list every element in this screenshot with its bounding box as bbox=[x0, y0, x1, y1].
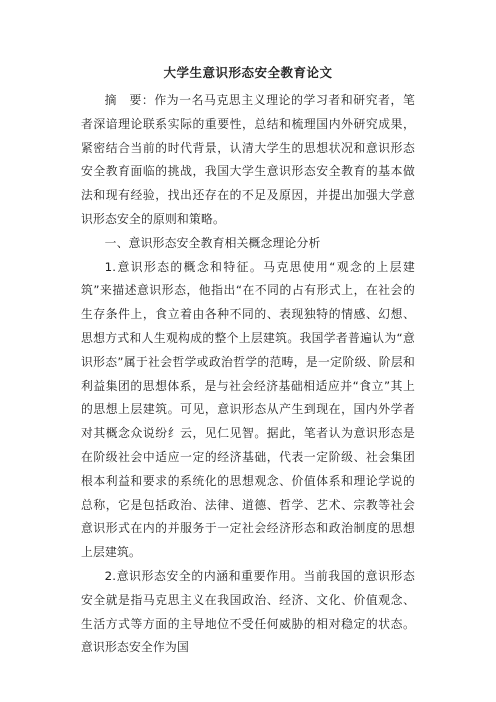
document-title: 大学生意识形态安全教育论文 bbox=[163, 65, 333, 80]
body-paragraph-1: 1.意识形态的概念和特征。马克思使用“观念的上层建筑”来描述意识形态，他指出“在不同的占有形式上，在社会的生存条件上，食立着由各种不同的、表现独特的情感、幻想、思想方式和人生观构成的整个上层建筑。我国学者普遍认为“意识形态”属于社会哲学或政治哲学的范畴，是一定阶级、阶层和利益集团的思想体系，是与社会经济基础相适应并“食立”其上的思想上层建筑。可见，意识形态从产生到现在，国内外学者对其概念众说纷纟云，见仁见智。据此，笔者认为意识形态是在阶级社会中适应一定的经济基础，代表一定阶级、社会集团根本利益和要求的系统化的思想观念、价值体系和理论学说的总称，它是包括政治、法律、道德、哲学、艺术、宗教等社会意识形式在内的并服务于一定社会经济形态和政治制度的思想上层建筑。 bbox=[81, 259, 415, 560]
abstract-paragraph: 摘 要：作为一名马克思主义理论的学习者和研究者，笔者深谙理论联系实际的重要性，总结和梳理国内外研究成果，紧密结合当前的时代背景，认清大学生的思想状况和意识形态安全教育面临的挑战，我国大学生意识形态安全教育的基本做法和现有经验，找出还存在的不足及原因，并提出加强大学意识形态安全的原则和策略。 bbox=[81, 93, 415, 226]
body-paragraph-2: 2.意识形态安全的内涵和重要作用。当前我国的意识形态安全就是指马克思主义在我国政治、经济、文化、价值观念、生活方式等方面的主导地位不受任何威胁的相对稳定的状态。意识形态安全作为国 bbox=[81, 568, 415, 655]
section-heading: 一、意识形态安全教育相关概念理论分析 bbox=[104, 235, 321, 250]
